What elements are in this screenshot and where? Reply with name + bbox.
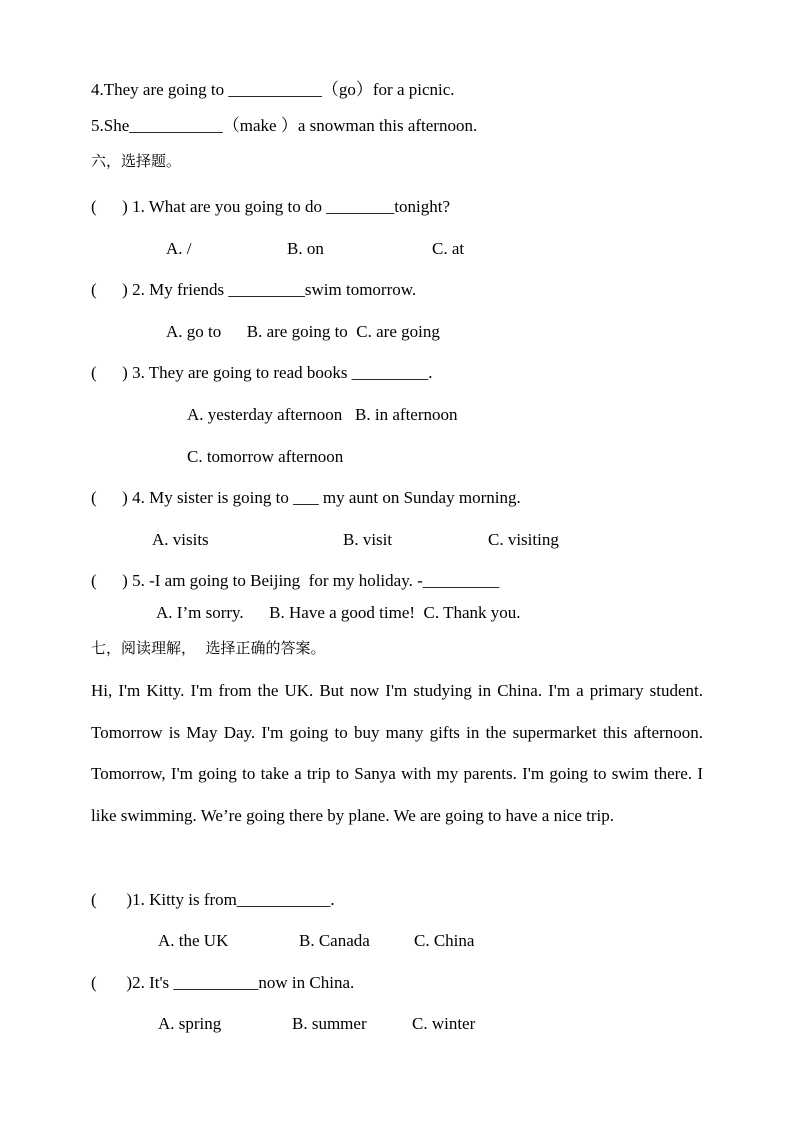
- s6-q2-options: A. go to B. are going to C. are going: [166, 322, 440, 341]
- s6-q4-stem: ( ) 4. My sister is going to ___ my aunt on Sunday morning.: [91, 488, 521, 507]
- s6-q5-stem: ( ) 5. -I am going to Beijing for my holiday. -_________: [91, 571, 500, 590]
- reading-passage: Hi, I'm Kitty. I'm from the UK. But now I'm studying in China. I'm a primary student. Tomorrow is May Day. I'm going to buy many gifts in the supermarket this afternoon. Tomorrow, I'm going to take a trip to Sanya with my parents. I'm going to swim there. I like swimming. We’re going there by plane. We are going to have a nice trip.: [91, 681, 703, 825]
- s6-q4-option-c: C. visiting: [488, 530, 559, 549]
- s6-q3-option-c: C. tomorrow afternoon: [187, 447, 344, 466]
- s7-q1-option-a: A. the UK: [158, 931, 229, 950]
- section-6-heading: 六，选择题。: [91, 152, 182, 170]
- section-7-heading: 七，阅读理解， 选择正确的答案。: [91, 639, 326, 657]
- s6-q1-option-a: A. /: [166, 239, 192, 258]
- fill-in-question-4: 4.They are going to ___________（go）for a picnic.: [91, 80, 455, 99]
- s6-q1-option-b: B. on: [287, 239, 324, 258]
- s6-q1-option-c: C. at: [432, 239, 465, 258]
- s7-q1-option-b: B. Canada: [299, 931, 370, 950]
- s7-q2-option-a: A. spring: [158, 1014, 222, 1033]
- s7-q1-stem: ( )1. Kitty is from___________.: [91, 890, 335, 909]
- s6-q4-option-b: B. visit: [343, 530, 393, 549]
- s7-q2-stem: ( )2. It's __________now in China.: [91, 973, 355, 992]
- s6-q4-option-a: A. visits: [152, 530, 209, 549]
- s7-q1-option-c: C. China: [414, 931, 475, 950]
- fill-in-question-5: 5.She___________（make ）a snowman this afternoon.: [91, 116, 478, 135]
- s7-q2-option-c: C. winter: [412, 1014, 476, 1033]
- s7-q2-option-b: B. summer: [292, 1014, 367, 1033]
- s6-q3-options-ab: A. yesterday afternoon B. in afternoon: [187, 405, 458, 424]
- s6-q5-options: A. I’m sorry. B. Have a good time! C. Thank you.: [156, 603, 521, 622]
- s6-q2-stem: ( ) 2. My friends _________swim tomorrow.: [91, 280, 417, 299]
- s6-q3-stem: ( ) 3. They are going to read books _________.: [91, 363, 433, 382]
- s6-q1-stem: ( ) 1. What are you going to do ________tonight?: [91, 197, 450, 216]
